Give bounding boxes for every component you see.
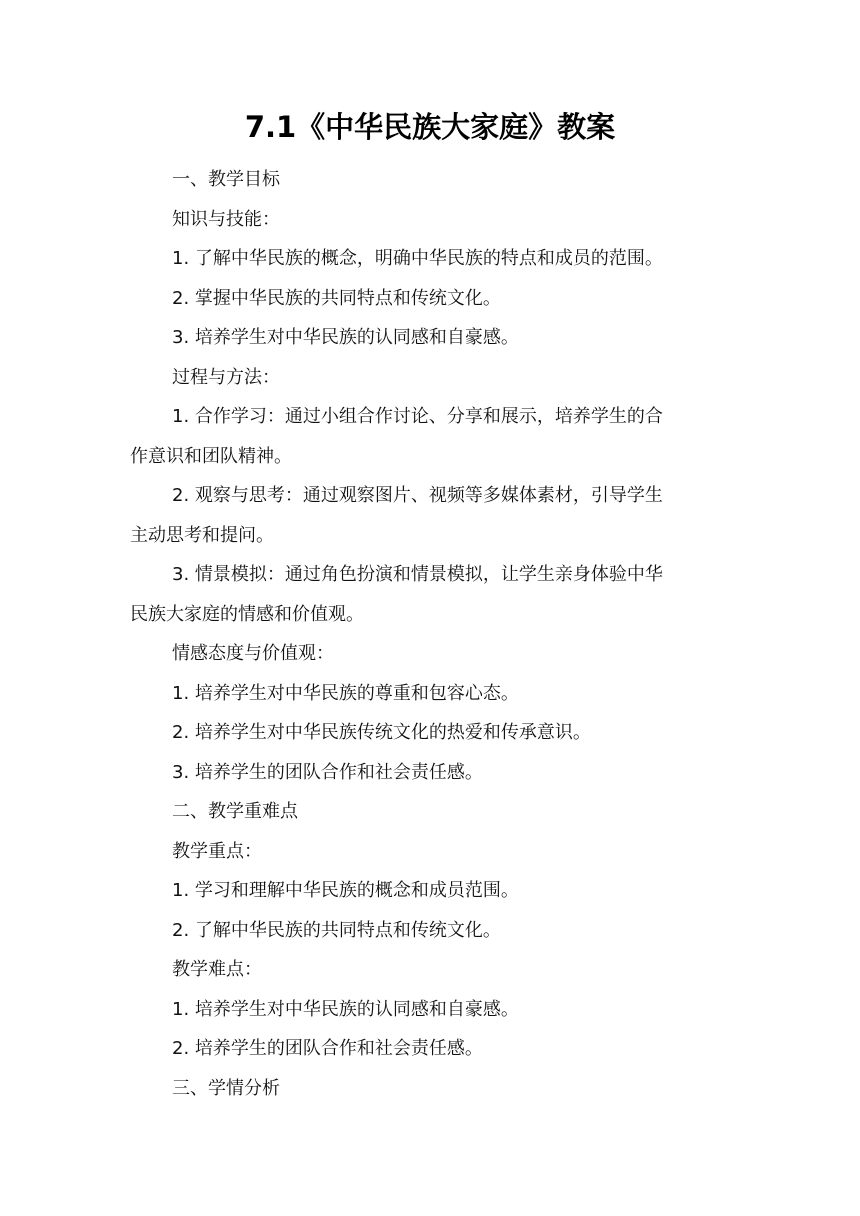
- list-item: 2. 培养学生对中华民族传统文化的热爱和传承意识。: [172, 722, 591, 743]
- list-item: 1. 了解中华民族的概念，明确中华民族的特点和成员的范围。: [172, 248, 663, 269]
- subheading-difficult-points: 教学难点：: [172, 959, 262, 980]
- list-item: 3. 培养学生对中华民族的认同感和自豪感。: [172, 327, 519, 348]
- section-heading-objectives: 一、教学目标: [172, 169, 280, 190]
- subheading-emotion-values: 情感态度与价值观：: [172, 643, 334, 664]
- subheading-key-points: 教学重点：: [172, 840, 262, 862]
- list-item: 2. 掌握中华民族的共同特点和传统文化。: [172, 287, 501, 309]
- section-heading-key-difficult-points: 二、教学重难点: [172, 801, 298, 822]
- document-title: 7.1《中华民族大家庭》教案: [244, 110, 616, 144]
- subheading-knowledge-skills: 知识与技能：: [172, 208, 280, 230]
- list-item: 3. 情景模拟：通过角色扮演和情景模拟，让学生亲身体验中华: [172, 564, 663, 585]
- list-item-continuation: 作意识和团队精神。: [130, 445, 292, 467]
- list-item-continuation: 民族大家庭的情感和价值观。: [130, 603, 364, 625]
- list-item: 2. 观察与思考：通过观察图片、视频等多媒体素材，引导学生: [172, 485, 663, 506]
- subheading-process-methods: 过程与方法：: [172, 366, 280, 388]
- list-item: 2. 了解中华民族的共同特点和传统文化。: [172, 919, 501, 941]
- list-item: 3. 培养学生的团队合作和社会责任感。: [172, 761, 483, 783]
- list-item-continuation: 主动思考和提问。: [130, 524, 274, 546]
- list-item: 2. 培养学生的团队合作和社会责任感。: [172, 1038, 483, 1059]
- list-item: 1. 学习和理解中华民族的概念和成员范围。: [172, 880, 519, 901]
- list-item: 1. 培养学生对中华民族的尊重和包容心态。: [172, 682, 519, 704]
- list-item: 1. 培养学生对中华民族的认同感和自豪感。: [172, 998, 519, 1020]
- section-heading-learner-analysis: 三、学情分析: [172, 1077, 280, 1099]
- document-body: [130, 160, 735, 1108]
- list-item: 1. 合作学习：通过小组合作讨论、分享和展示，培养学生的合: [172, 406, 663, 427]
